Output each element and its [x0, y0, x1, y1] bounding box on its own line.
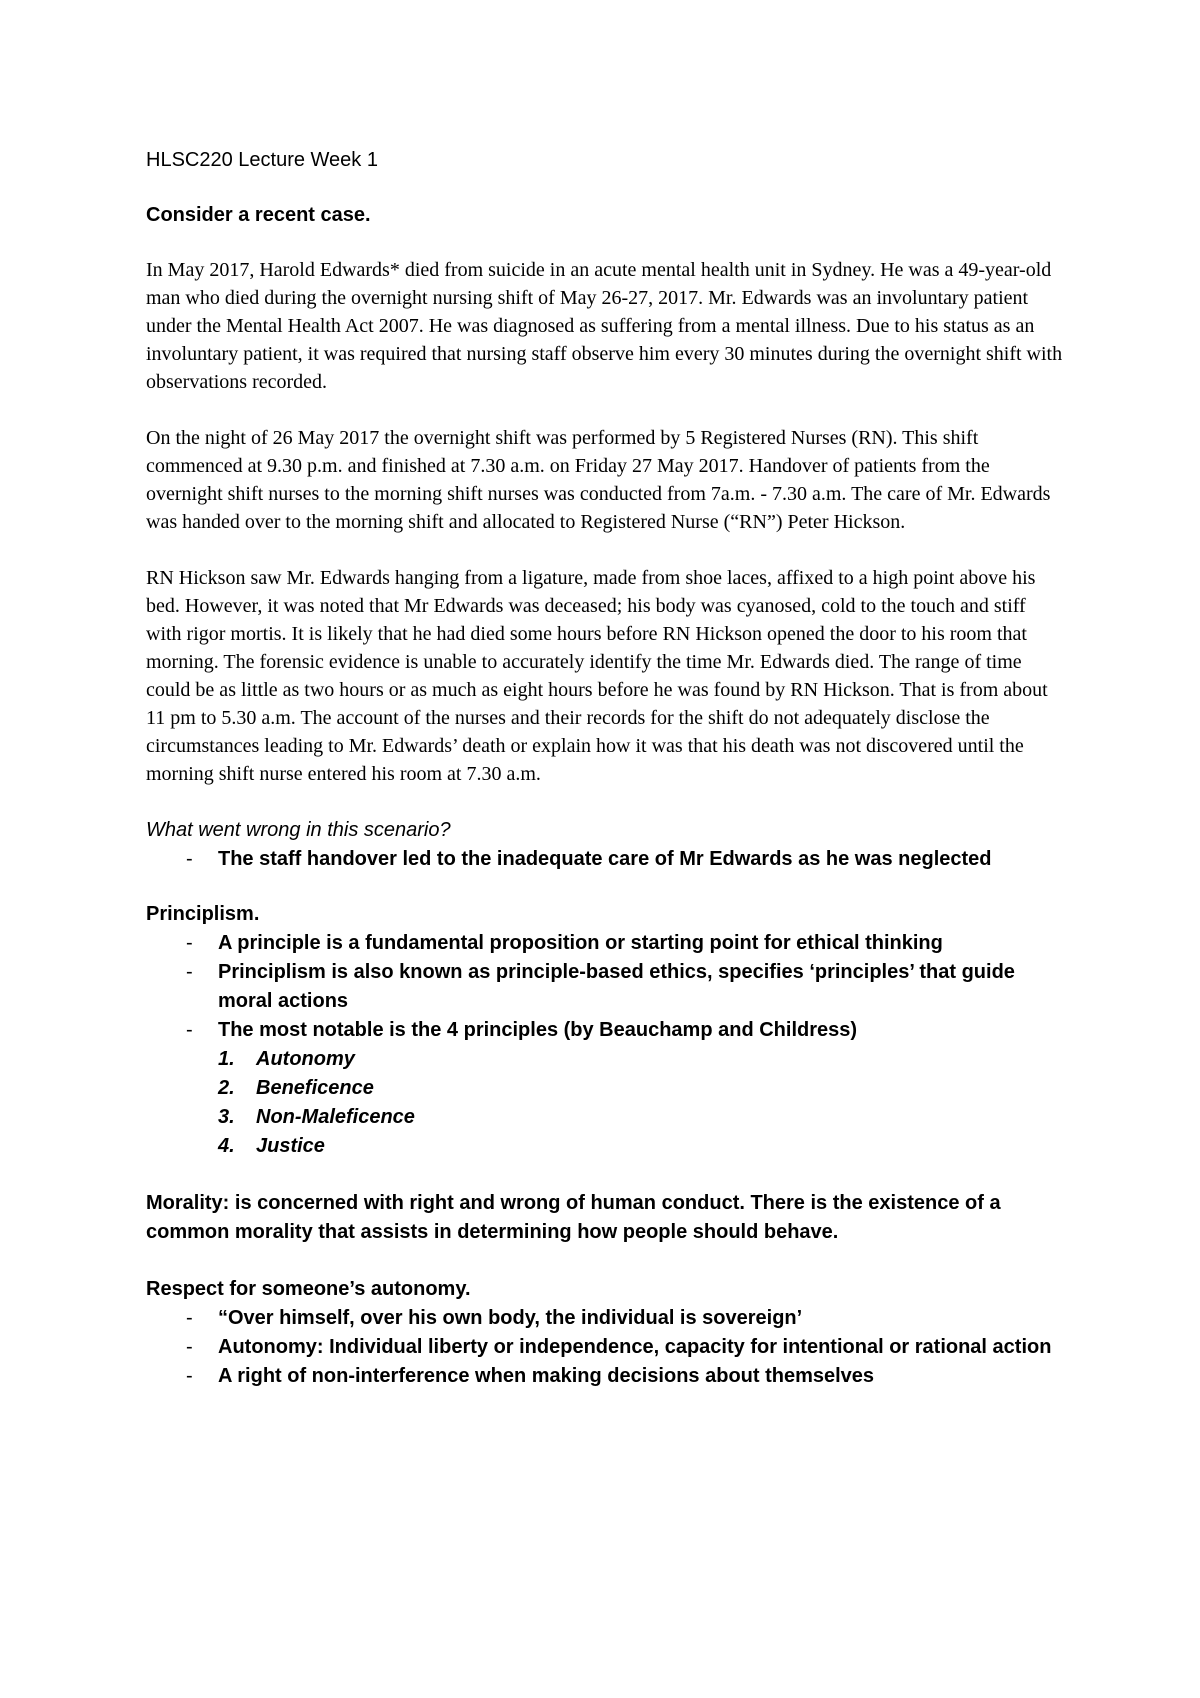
autonomy-heading: Respect for someone’s autonomy. — [146, 1278, 471, 1300]
list-item: - A principle is a fundamental proposition or starting point for ethical thinking — [146, 929, 1066, 958]
spacer — [146, 874, 1066, 900]
list-item: - Principlism is also known as principle-based ethics, specifies ‘principles’ that guide moral actions — [146, 958, 1066, 1016]
list-number: 2. — [218, 1077, 235, 1099]
case-paragraph-1: In May 2017, Harold Edwards* died from suicide in an acute mental health unit in Sydney. He was a 49-year-old man who died during the overnight nursing shift of May 26-27, 2017. Mr. Edwards was an involuntary patient under the Mental Health Act 2007. He was diagnosed as suffering from a mental illness. Due to his status as an involuntary patient, it was required that nursing staff observe him every 30 minutes during the overnight shift with observations recorded. — [146, 259, 1063, 393]
list-item — [146, 1045, 1066, 1074]
principlism-list — [146, 929, 1066, 1045]
list-item: - A right of non-interference when making decisions about themselves — [146, 1362, 1066, 1391]
spacer — [146, 1161, 1066, 1189]
document-page — [146, 146, 1066, 1391]
case-paragraph-3: RN Hickson saw Mr. Edwards hanging from a ligature, made from shoe laces, affixed to a high point above his bed. However, it was noted that Mr Edwards was deceased; his body was cyanosed, cold to the touch and stiff with rigor mortis. It is likely that he had died some hours before RN Hickson opened the door to his room that morning. The forensic evidence is unable to accurately identify the time Mr. Edwards died. The range of time could be as little as two hours or as much as eight hours before he was found by RN Hickson. That is from about 11 pm to 5.30 a.m. The account of the nurses and their records for the shift do not adequately disclose the circumstances leading to Mr. Edwards’ death or explain how it was that his death was not discovered until the morning shift nurse entered his room at 7.30 a.m. — [146, 567, 1048, 785]
list-item: - “Over himself, over his own body, the individual is sovereign’ — [146, 1304, 1066, 1333]
case-heading: Consider a recent case. — [146, 204, 371, 226]
spacer — [146, 230, 1066, 256]
principles-list — [146, 1045, 1066, 1161]
question-label: What went wrong in this scenario? — [146, 819, 451, 841]
morality-paragraph: Morality: is concerned with right and wrong of human conduct. There is the existence of a common morality that assists in determining how people should behave. — [146, 1192, 1001, 1243]
list-item: - The most notable is the 4 principles (by Beauchamp and Childress) — [146, 1016, 1066, 1045]
spacer — [146, 788, 1066, 816]
answer-list — [146, 845, 1066, 874]
principle-autonomy: Autonomy — [256, 1048, 355, 1070]
list-number: 3. — [218, 1106, 235, 1128]
list-item: - Autonomy: Individual liberty or independence, capacity for intentional or rational action — [146, 1333, 1066, 1362]
list-item — [146, 1132, 1066, 1161]
principle-justice: Justice — [256, 1135, 325, 1157]
list-item: - The staff handover led to the inadequate care of Mr Edwards as he was neglected — [146, 845, 1066, 874]
spacer — [146, 396, 1066, 424]
principle-non-maleficence: Non-Maleficence — [256, 1106, 415, 1128]
autonomy-list — [146, 1304, 1066, 1391]
list-number: 1. — [218, 1048, 235, 1070]
spacer — [146, 1247, 1066, 1275]
list-item — [146, 1103, 1066, 1132]
principlism-heading: Principlism. — [146, 903, 260, 925]
document-title: HLSC220 Lecture Week 1 — [146, 149, 378, 171]
spacer — [146, 536, 1066, 564]
list-item — [146, 1074, 1066, 1103]
principle-beneficence: Beneficence — [256, 1077, 374, 1099]
case-paragraph-2: On the night of 26 May 2017 the overnight shift was performed by 5 Registered Nurses (RN). This shift commenced at 9.30 p.m. and finished at 7.30 a.m. on Friday 27 May 2017. Handover of patients from the overnight shift nurses to the morning shift nurses was conducted from 7a.m. - 7.30 a.m. The care of Mr. Edwards was handed over to the morning shift and allocated to Registered Nurse (“RN”) Peter Hickson. — [146, 427, 1051, 533]
list-number: 4. — [218, 1135, 235, 1157]
